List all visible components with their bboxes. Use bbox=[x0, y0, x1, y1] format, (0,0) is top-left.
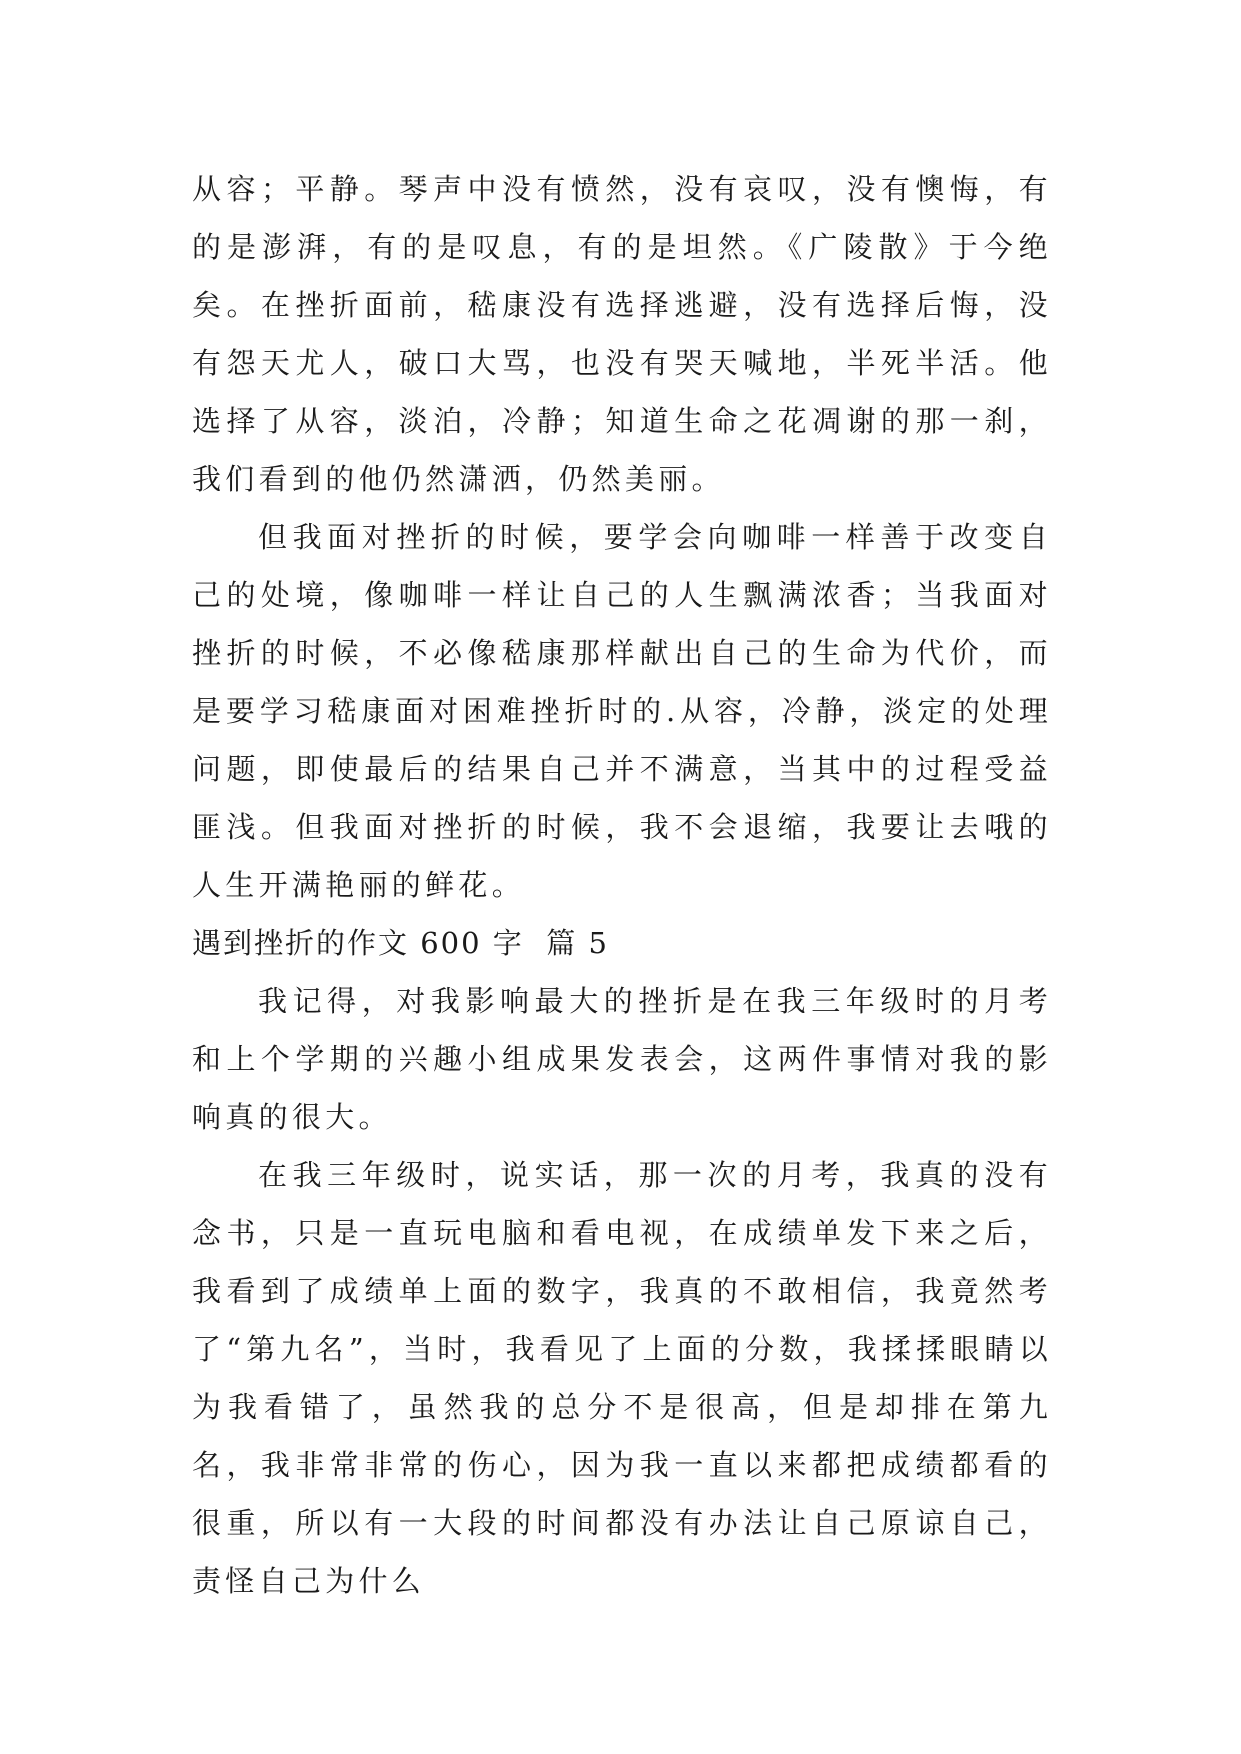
paragraph-continued: 从容；平静。琴声中没有愤然，没有哀叹，没有懊悔，有的是澎湃，有的是叹息，有的是坦然。《广陵散》于今绝矣。在挫折面前，嵇康没有选择逃避，没有选择后悔，没有怨天尤人，破口大骂，也没有哭天喊地，半死半活。他选择了从容，淡泊，冷静；知道生命之花凋谢的那一刹，我们看到的他仍然潇洒，仍然美丽。 bbox=[192, 172, 1052, 496]
section-heading: 遇到挫折的作文 600 字 篇 5 bbox=[192, 926, 609, 960]
document-body bbox=[192, 160, 1052, 1610]
paragraph: 但我面对挫折的时候，要学会向咖啡一样善于改变自己的处境，像咖啡一样让自己的人生飘满浓香；当我面对挫折的时候，不必像嵇康那样献出自己的生命为代价，而是要学习嵇康面对困难挫折时的.从容，冷静，淡定的处理问题，即使最后的结果自己并不满意，当其中的过程受益匪浅。但我面对挫折的时候，我不会退缩，我要让去哦的人生开满艳丽的鲜花。 bbox=[192, 520, 1052, 902]
paragraph: 我记得，对我影响最大的挫折是在我三年级时的月考和上个学期的兴趣小组成果发表会，这两件事情对我的影响真的很大。 bbox=[192, 984, 1052, 1134]
paragraph: 在我三年级时，说实话，那一次的月考，我真的没有念书，只是一直玩电脑和看电视，在成绩单发下来之后，我看到了成绩单上面的数字，我真的不敢相信，我竟然考了“第九名”，当时，我看见了上面的分数，我揉揉眼睛以为我看错了，虽然我的总分不是很高，但是却排在第九名，我非常非常的伤心，因为我一直以来都把成绩都看的很重，所以有一大段的时间都没有办法让自己原谅自己，责怪自己为什么 bbox=[192, 1158, 1052, 1598]
